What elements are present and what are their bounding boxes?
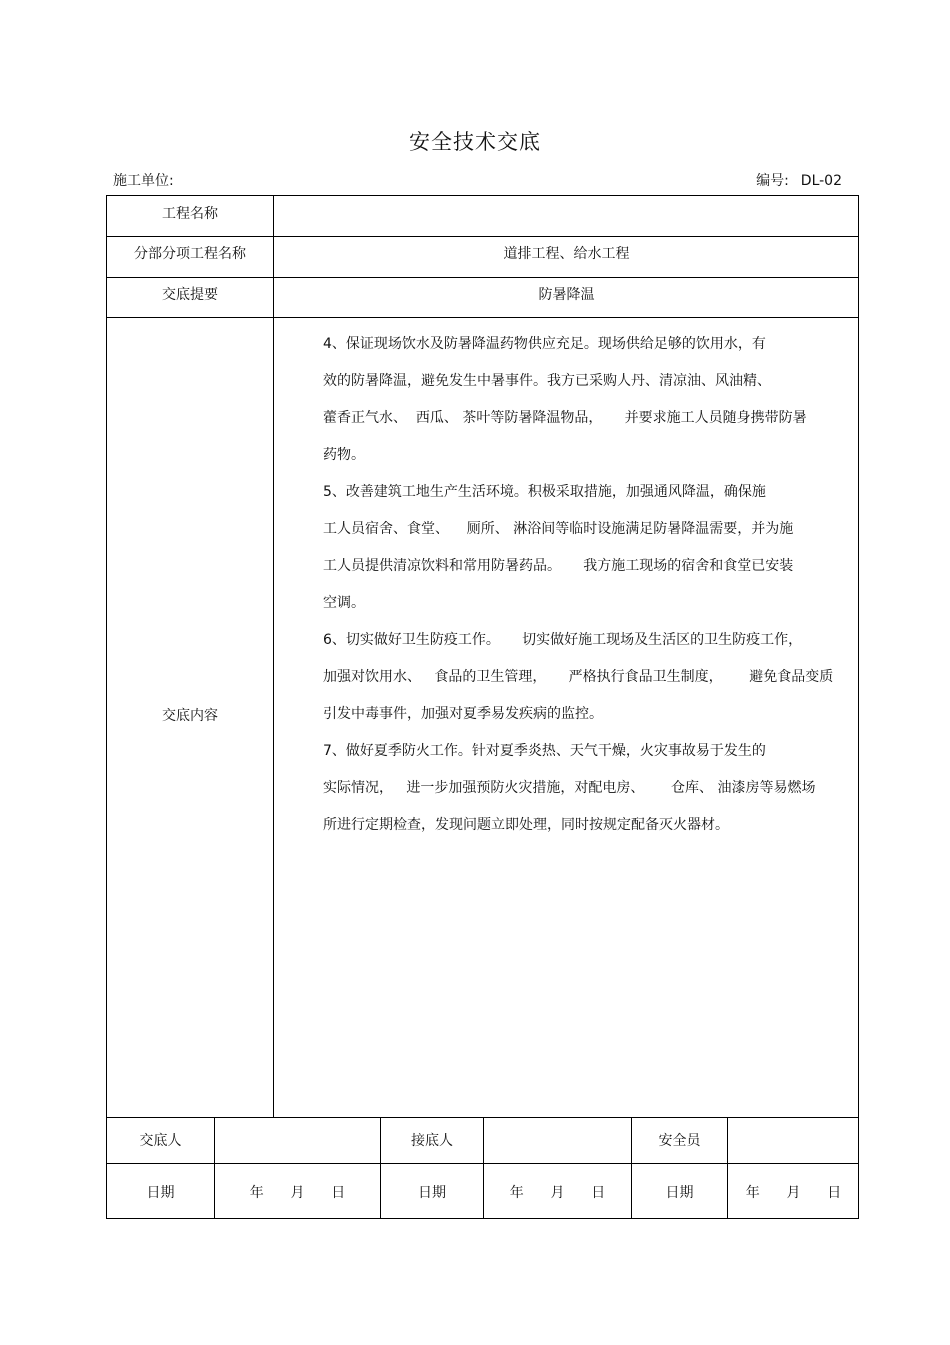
receiver-signature <box>484 1117 631 1163</box>
content-line: 所进行定期检查，发现问题立即处理，同时按规定配备灭火器材。 <box>323 817 729 833</box>
safety-officer-date-value: 年 月 日 <box>745 1184 842 1201</box>
sub-project-value: 道排工程、给水工程 <box>503 246 630 262</box>
column-divider <box>273 196 274 1117</box>
summary-label: 交底提要 <box>162 287 218 303</box>
receiver-label: 接底人 <box>411 1133 453 1149</box>
content-line: 4、保证现场饮水及防暑降温药物供应充足。现场供给足够的饮用水，有 <box>323 336 766 352</box>
content-line: 引发中毒事件，加强对夏季易发疾病的监控。 <box>323 706 603 722</box>
content-line: 工人员宿舍、食堂、 厕所、 淋浴间等临时设施满足防暑降温需要，并为施 <box>323 521 794 537</box>
discloser-date-label: 日期 <box>146 1184 175 1201</box>
summary-value: 防暑降温 <box>538 287 595 303</box>
content-line: 实际情况， 进一步加强预防火灾措施，对配电房、 仓库、 油漆房等易燃场 <box>323 780 816 796</box>
content-label: 交底内容 <box>162 708 218 724</box>
content-line: 空调。 <box>323 595 365 611</box>
content-line: 7、做好夏季防火工作。针对夏季炎热、天气干燥，火灾事故易于发生的 <box>323 743 766 759</box>
disclosure-table <box>106 195 859 1219</box>
discloser-label: 交底人 <box>139 1133 182 1149</box>
disclosure-content <box>323 326 853 844</box>
construction-unit-label: 施工单位: <box>113 173 174 189</box>
content-line: 药物。 <box>323 447 365 463</box>
content-line: 6、切实做好卫生防疫工作。 切实做好施工现场及生活区的卫生防疫工作， <box>323 632 803 648</box>
safety-officer-date-label: 日期 <box>665 1184 694 1201</box>
receiver-date-label: 日期 <box>418 1184 446 1201</box>
code-label: 编号: <box>756 173 789 189</box>
document-title: 安全技术交底 <box>409 130 541 154</box>
content-line: 效的防暑降温，避免发生中暑事件。我方已采购人丹、清凉油、风油精、 <box>323 373 771 389</box>
content-line: 藿香正气水、 西瓜、 茶叶等防暑降温物品， 并要求施工人员随身携带防暑 <box>323 410 807 426</box>
document-code <box>756 170 842 190</box>
sub-project-label: 分部分项工程名称 <box>134 246 246 262</box>
receiver-date-value: 年 月 日 <box>509 1184 606 1201</box>
discloser-date-value: 年 月 日 <box>249 1184 346 1201</box>
row-divider <box>107 317 858 318</box>
content-line: 加强对饮用水、 食品的卫生管理， 严格执行食品卫生制度， 避免食品变质 <box>323 669 834 685</box>
content-line: 5、改善建筑工地生产生活环境。积极采取措施，加强通风降温，确保施 <box>323 484 766 500</box>
project-name-value <box>274 196 859 236</box>
content-line: 工人员提供清凉饮料和常用防暑药品。 我方施工现场的宿舍和食堂已安装 <box>323 558 794 574</box>
code-value: DL-02 <box>800 173 842 189</box>
safety-officer-signature <box>728 1117 859 1163</box>
project-name-label: 工程名称 <box>162 205 218 222</box>
safety-officer-label: 安全员 <box>658 1133 701 1149</box>
discloser-signature <box>215 1117 380 1163</box>
